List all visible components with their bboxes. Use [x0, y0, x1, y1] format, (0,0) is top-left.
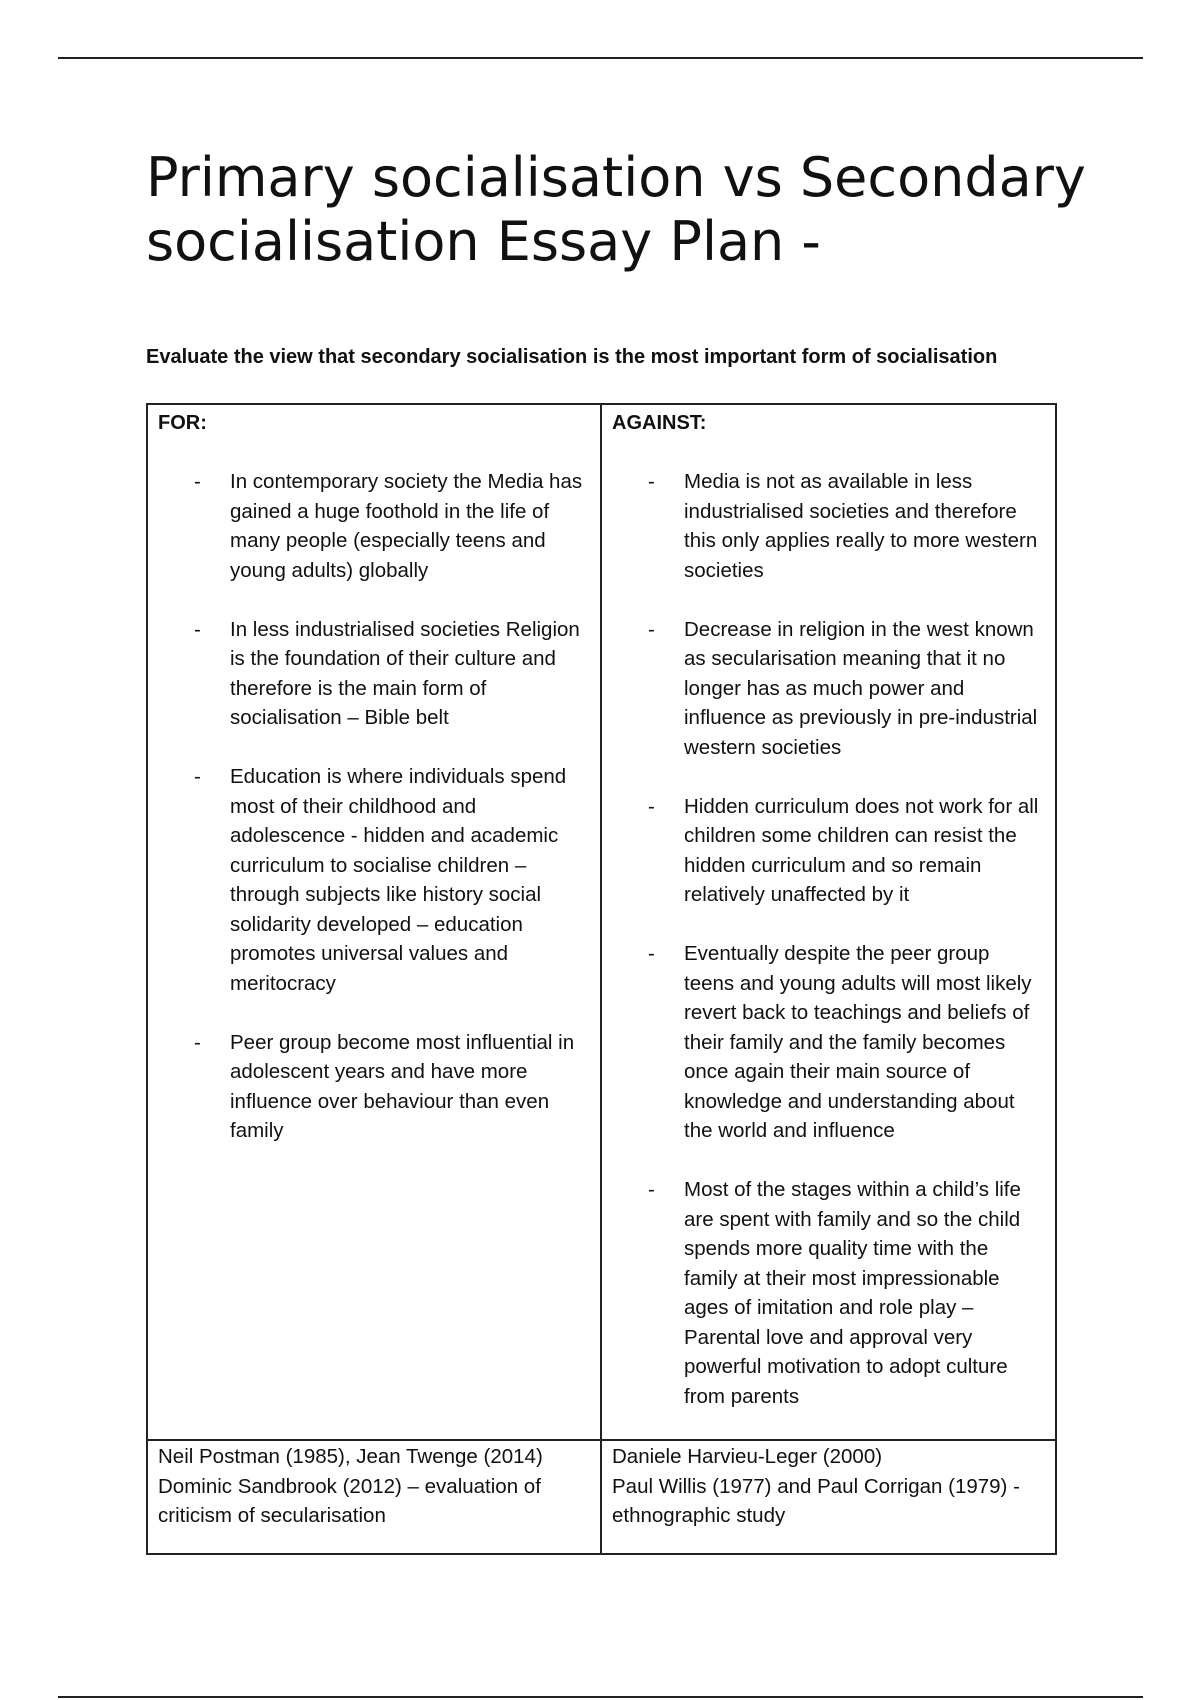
- for-point-text: Education is where individuals spend most of their childhood and adolescence - hidden and academic curriculum to socialise children – through subjects like history social solidarity developed – education promotes universal values and meritocracy: [230, 765, 567, 995]
- for-point-text: Peer group become most influential in adolescent years and have more influence over behaviour than even family: [230, 1030, 575, 1142]
- against-heading: AGAINST:: [612, 412, 707, 434]
- against-point: [612, 615, 1045, 763]
- bullet-dash: -: [194, 470, 201, 493]
- bullet-dash: -: [648, 1178, 655, 1201]
- references-row: [147, 1440, 1056, 1554]
- for-reference: Dominic Sandbrook (2012) – evaluation of criticism of secularisation: [158, 1474, 541, 1527]
- against-point: [612, 1175, 1045, 1411]
- for-points-list: [158, 467, 590, 1146]
- document-title: Primary socialisation vs Secondary socialisation Essay Plan -: [146, 146, 1086, 273]
- footer-rule: [58, 1696, 1143, 1698]
- bullet-dash: -: [194, 617, 201, 641]
- against-point: [612, 939, 1045, 1146]
- against-references-cell: [601, 1440, 1056, 1554]
- bullet-dash: -: [194, 1030, 201, 1054]
- against-reference: Daniele Harvieu-Leger (2000): [612, 1445, 883, 1468]
- for-point-text: In less industrialised societies Religion is the foundation of their culture and therefore is the main form of socialisation – Bible belt: [230, 617, 580, 729]
- for-point: [158, 467, 590, 585]
- for-heading: FOR:: [158, 412, 207, 434]
- bullet-dash: -: [648, 794, 655, 818]
- bullet-dash: -: [648, 470, 655, 493]
- against-point: [612, 467, 1045, 585]
- bullet-dash: -: [648, 617, 655, 641]
- for-point: [158, 762, 590, 998]
- against-point-text: Most of the stages within a child’s life are spent with family and so the child spends more quality time with the family at their most impressionable ages of imitation and role play – Parental love and approval very powerful motivation to adopt culture from parents: [684, 1178, 1021, 1408]
- against-point-text: Eventually despite the peer group teens and young adults will most likely revert back to teachings and beliefs of their family and the family becomes once again their main source of knowledge and understanding about the world and influence: [684, 942, 1032, 1142]
- essay-plan-table: [146, 403, 1057, 1555]
- arguments-row: [147, 404, 1056, 1440]
- bullet-dash: -: [194, 765, 201, 788]
- against-column: [601, 404, 1056, 1440]
- for-references-cell: [147, 1440, 601, 1554]
- for-point-text: In contemporary society the Media has gained a huge foothold in the life of many people (especially teens and young adults) globally: [230, 470, 583, 582]
- against-point-text: Hidden curriculum does not work for all children some children can resist the hidden curriculum and so remain relatively unaffected by it: [684, 794, 1039, 906]
- against-point: [612, 792, 1045, 910]
- essay-question: Evaluate the view that secondary socialisation is the most important form of socialisation: [146, 346, 998, 368]
- header-rule: [58, 57, 1143, 59]
- against-point-text: Media is not as available in less industrialised societies and therefore this only applies really to more western societies: [684, 470, 1038, 582]
- bullet-dash: -: [648, 942, 655, 965]
- for-reference: Neil Postman (1985), Jean Twenge (2014): [158, 1445, 543, 1468]
- for-point: [158, 615, 590, 733]
- against-points-list: [612, 467, 1045, 1411]
- for-column: [147, 404, 601, 1440]
- for-point: [158, 1028, 590, 1146]
- against-point-text: Decrease in religion in the west known as secularisation meaning that it no longer has as much power and influence as previously in pre-industrial western societies: [684, 617, 1038, 759]
- against-reference: Paul Willis (1977) and Paul Corrigan (1979) - ethnographic study: [612, 1474, 1020, 1527]
